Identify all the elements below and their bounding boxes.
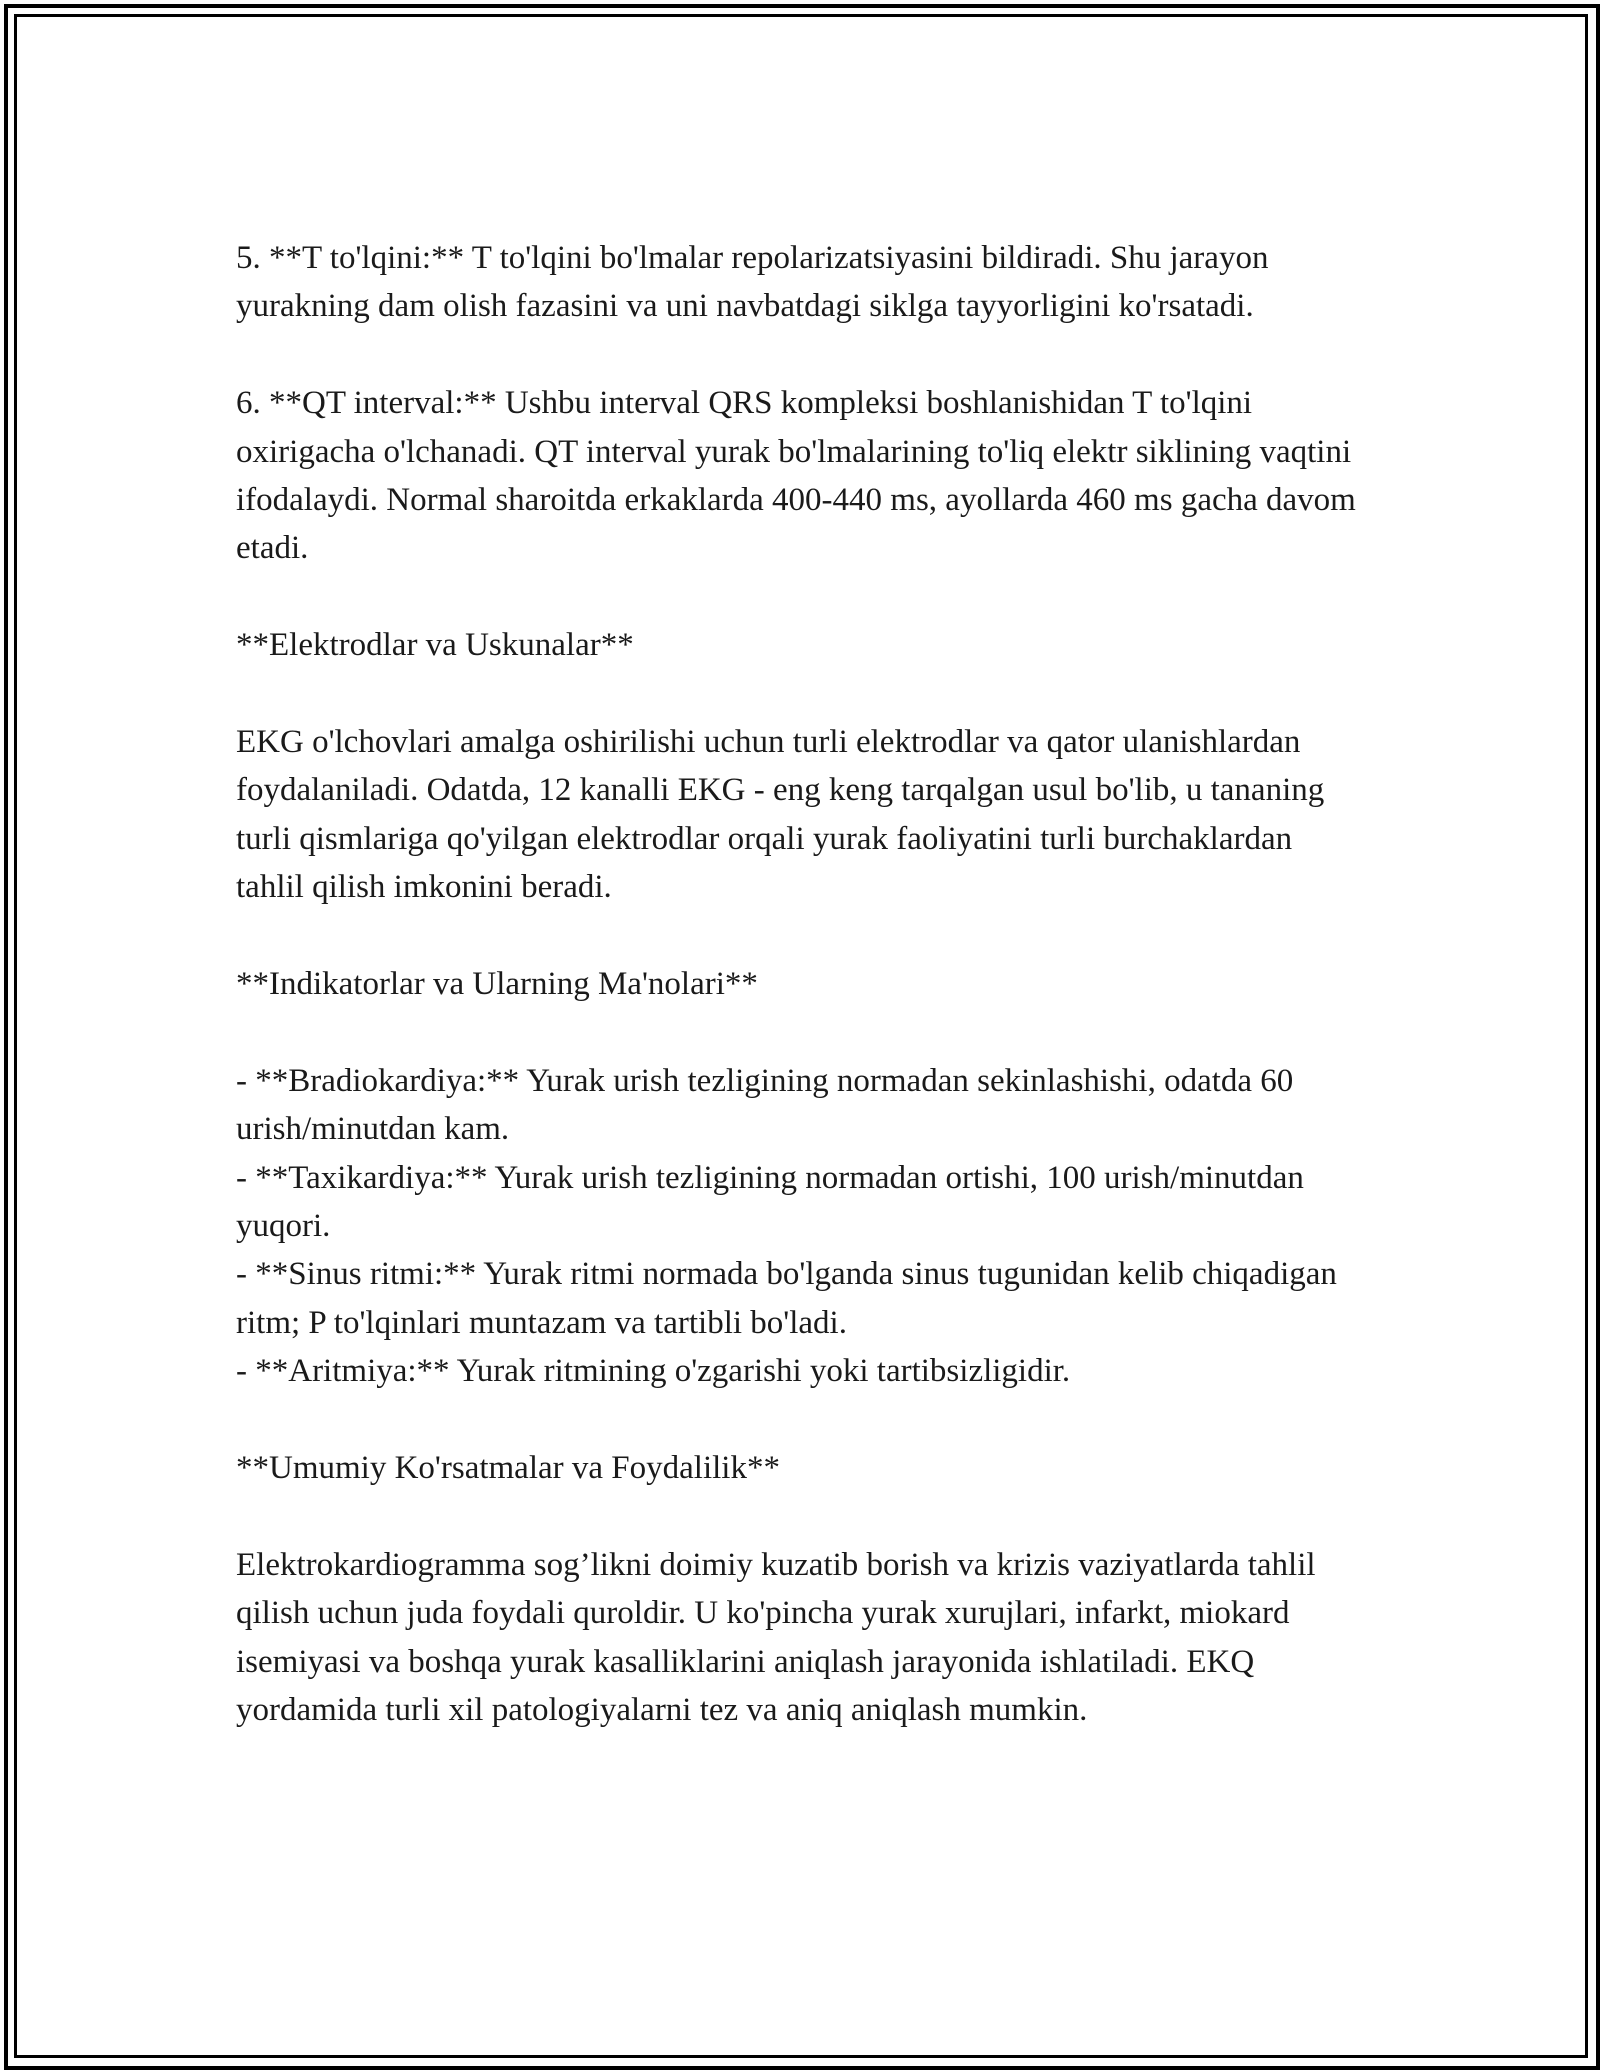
paragraph-t-wave: 5. **T to'lqini:** T to'lqini bo'lmalar repolarizatsiyasini bildiradi. Shu jarayon yurakning dam olish fazasini va uni navbatdagi siklga tayyorligini ko'rsatadi.	[236, 240, 1269, 325]
paragraph-qt-interval: 6. **QT interval:** Ushbu interval QRS kompleksi boshlanishidan T to'lqini oxirigacha o'lchanadi. QT interval yurak bo'lmalarining to'liq elektr siklining vaqtini ifodalaydi. Normal sharoitda erkaklarda 400-440 ms, ayollarda 460 ms gacha davom etadi.	[236, 385, 1356, 567]
list-item-sinus-rhythm: - **Sinus ritmi:** Yurak ritmi normada bo'lganda sinus tugunidan kelib chiqadigan ritm; P to'lqinlari muntazam va tartibli bo'ladi.	[236, 1256, 1337, 1341]
paragraph-electrodes: EKG o'lchovlari amalga oshirilishi uchun turli elektrodlar va qator ulanishlardan foydalaniladi. Odatda, 12 kanalli EKG - eng keng tarqalgan usul bo'lib, u tananing turli qismlariga qo'yilgan elektrodlar orqali yurak faoliyatini turli burchaklardan tahlil qilish imkonini beradi.	[236, 724, 1325, 906]
list-item-bradycardia: - **Bradiokardiya:** Yurak urish tezligining normadan sekinlashishi, odatda 60 urish/minutdan kam.	[236, 1062, 1294, 1148]
heading-electrodes: **Elektrodlar va Uskunalar**	[236, 627, 634, 664]
document-body	[236, 234, 1366, 1783]
list-item-arrhythmia: - **Aritmiya:** Yurak ritmining o'zgarishi yoki tartibsizligidir.	[236, 1353, 1071, 1390]
list-item-tachycardia: - **Taxikardiya:** Yurak urish tezligining normadan ortishi, 100 urish/minutdan yuqori.	[236, 1159, 1304, 1245]
heading-general: **Umumiy Ko'rsatmalar va Foydalilik**	[236, 1450, 780, 1487]
heading-indicators: **Indikatorlar va Ularning Ma'nolari**	[236, 966, 758, 1003]
paragraph-general: Elektrokardiogramma sog’likni doimiy kuzatib borish va krizis vaziyatlarda tahlil qilish uchun juda foydali quroldir. U ko'pincha yurak xurujlari, infarkt, miokard isemiyasi va boshqa yurak kasalliklarini aniqlash jarayonida ishlatiladi. EKQ yordamida turli xil patologiyalarni tez va aniq aniqlash mumkin.	[236, 1546, 1316, 1729]
